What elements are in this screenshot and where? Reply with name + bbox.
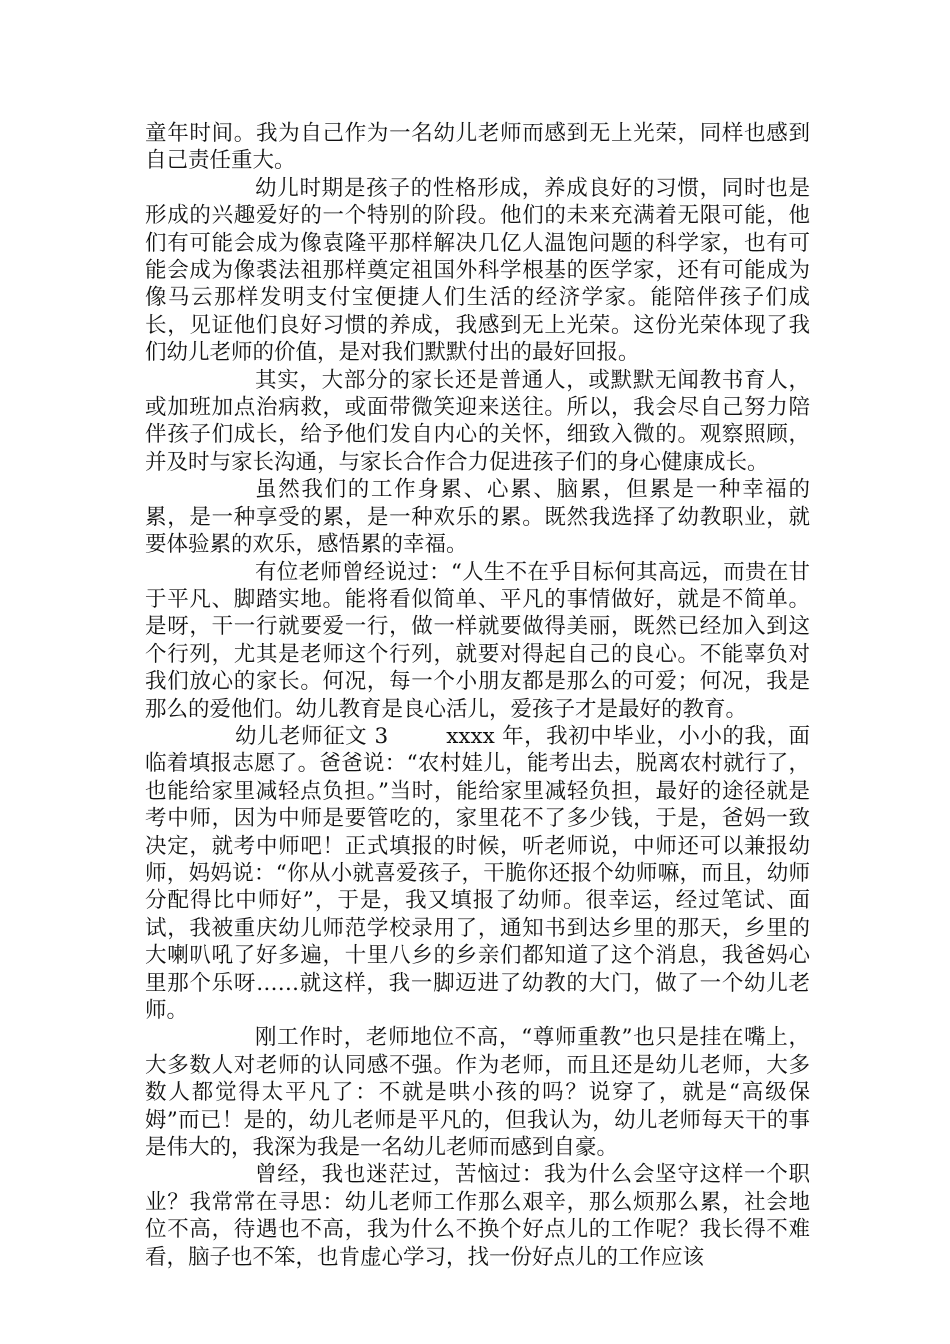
section-intro-paragraph [145, 723, 810, 1024]
paragraph-parents: 其实，大部分的家长还是普通人，或默默无闻教书育人，或加班加点治病救，或面带微笑迎来送往。所以，我会尽自己努力陪伴孩子们成长，给予他们发自内心的关怀，细致入微的。观察照顾，并及时与家长沟通，与家长合作合力促进孩子们的身心健康成长。 [145, 367, 810, 475]
paragraph-early-work: 刚工作时，老师地位不高，“尊师重教”也只是挂在嘴上，大多数人对老师的认同感不强。作为老师，而且还是幼儿老师，大多数人都觉得太平凡了：不就是哄小孩的吗？说穿了，就是“高级保姆”而已！是的，幼儿老师是平凡的，但我认为，幼儿老师每天干的事是伟大的，我深为我是一名幼儿老师而感到自豪。 [145, 1025, 810, 1161]
section-first-paragraph: xxxx 年，我初中毕业，小小的我，面临着填报志愿了。爸爸说：“农村娃儿，能考出去，脱离农村就行了，也能给家里减轻点负担。”当时，能给家里减轻负担，最好的途径就是考中师，因为中师是要管吃的，家里花不了多少钱，于是，爸妈一致决定，就考中师吧！正式填报的时候，听老师说，中师还可以兼报幼师，妈妈说：“你从小就喜爱孩子，干脆你还报个幼师嘛，而且，幼师分配得比中师好”，于是，我又填报了幼师。很幸运，经过笔试、面试，我被重庆幼儿师范学校录用了，通知书到达乡里的那天，乡里的大喇叭吼了好多遍，十里八乡的乡亲们都知道了这个消息，我爸妈心里那个乐呀……就这样，我一脚迈进了幼教的大门，做了一个幼儿老师。 [145, 723, 810, 1023]
section-title: 幼儿老师征文 3 [235, 723, 389, 749]
document-body [145, 120, 810, 1271]
paragraph-quote: 有位老师曾经说过：“人生不在乎目标何其高远，而贵在甘于平凡、脚踏实地。能将看似简单、平凡的事情做好，就是不简单。是呀，干一行就要爱一行，做一样就要做得美丽，既然已经加入到这个行列，尤其是老师这个行列，就要对得起自己的良心。不能辜负对我们放心的家长。何况，每一个小朋友都是那么的可爱；何况，我是那么的爱他们。幼儿教育是良心活儿，爱孩子才是最好的教育。 [145, 559, 810, 722]
paragraph-childhood: 幼儿时期是孩子的性格形成，养成良好的习惯，同时也是形成的兴趣爱好的一个特别的阶段。他们的未来充满着无限可能，他们有可能会成为像袁隆平那样解决几亿人温饱问题的科学家，也有可能会成为像裘法祖那样奠定祖国外科学根基的医学家，还有可能成为像马云那样发明支付宝便捷人们生活的经济学家。能陪伴孩子们成长，见证他们良好习惯的养成，我感到无上光荣。这份光荣体现了我们幼儿老师的价值，是对我们默默付出的最好回报。 [145, 175, 810, 366]
paragraph-tired: 虽然我们的工作身累、心累、脑累，但累是一种幸福的累，是一种享受的累，是一种欢乐的累。既然我选择了幼教职业，就要体验累的欢乐，感悟累的幸福。 [145, 477, 810, 558]
paragraph-continuation: 童年时间。我为自己作为一名幼儿老师而感到无上光荣，同样也感到自己责任重大。 [145, 121, 810, 174]
paragraph-confusion: 曾经，我也迷茫过，苦恼过：我为什么会坚守这样一个职业？我常常在寻思：幼儿老师工作那么艰辛，那么烦那么累，社会地位不高，待遇也不高，我为什么不换个好点儿的工作呢？我长得不难看，脑子也不笨，也肯虚心学习，找一份好点儿的工作应该 [145, 1162, 810, 1270]
